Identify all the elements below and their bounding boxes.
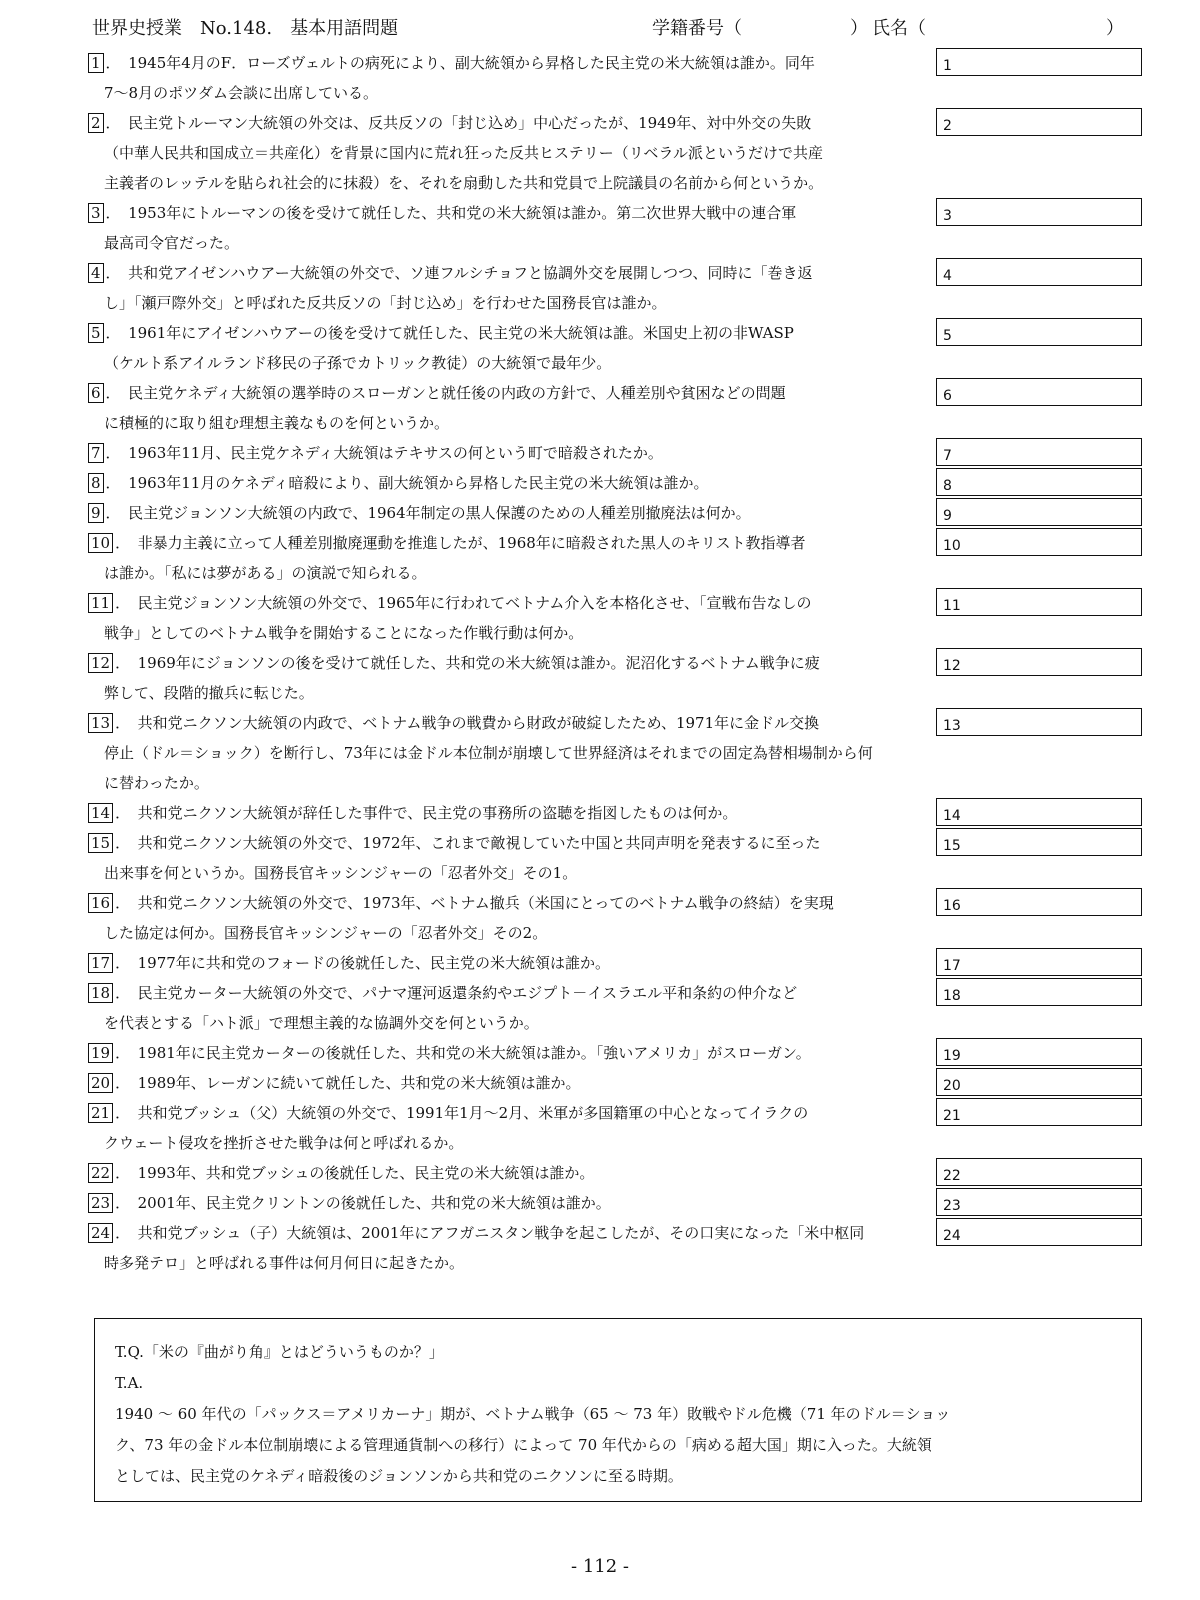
question-text: 民主党カーター大統領の外交で、パナマ運河返還条約やエジプト－イスラエル平和条約の仲介など bbox=[137, 984, 798, 1002]
worksheet-title: 世界史授業 No.148. 基本用語問題 bbox=[92, 18, 399, 39]
question-item bbox=[88, 1188, 938, 1218]
question-text: 非暴力主義に立って人種差別撤廃運動を推進したが、1968年に暗殺された黒人のキリスト教指導者 bbox=[137, 534, 806, 552]
question-number: 3 bbox=[88, 203, 104, 223]
answer-box[interactable]: 1 bbox=[936, 48, 1142, 76]
question-item bbox=[88, 498, 938, 528]
question-line bbox=[88, 1008, 938, 1038]
question-line: 24 ． 共和党ブッシュ（子）大統領は、2001年にアフガニスタン戦争を起こしたが、その口実になった「米中枢同 bbox=[88, 1218, 938, 1248]
question-line bbox=[88, 558, 938, 588]
answer-box[interactable]: 6 bbox=[936, 378, 1142, 406]
question-number: 10 bbox=[88, 533, 113, 553]
question-line: 13 ． 共和党ニクソン大統領の内政で、ベトナム戦争の戦費から財政が破綻したため、1971年に金ドル交換 bbox=[88, 708, 938, 738]
question-text: 主義者のレッテルを貼られ社会的に抹殺）を、それを扇動した共和党員で上院議員の名前から何というか。 bbox=[104, 174, 824, 192]
answer-box[interactable]: 7 bbox=[936, 438, 1142, 466]
answer-box[interactable]: 12 bbox=[936, 648, 1142, 676]
worksheet-header bbox=[92, 14, 1160, 44]
question-text: 民主党ジョンソン大統領の外交で、1965年に行われてベトナム介入を本格化させ、「宣戦布告なしの bbox=[137, 594, 812, 612]
question-item bbox=[88, 318, 938, 378]
question-number: 4 bbox=[88, 263, 104, 283]
question-number: 14 bbox=[88, 803, 113, 823]
question-text: 最高司令官だった。 bbox=[104, 234, 240, 252]
question-item bbox=[88, 948, 938, 978]
question-text: 民主党ジョンソン大統領の内政で、1964年制定の黒人保護のための人種差別撤廃法は何か。 bbox=[128, 504, 751, 522]
question-item bbox=[88, 798, 938, 828]
question-item bbox=[88, 978, 938, 1038]
question-text: に替わったか。 bbox=[104, 774, 209, 792]
question-text: 共和党ニクソン大統領の内政で、ベトナム戦争の戦費から財政が破綻したため、1971年に金ドル交換 bbox=[137, 714, 820, 732]
question-line: 20 ． 1989年、レーガンに続いて就任した、共和党の米大統領は誰か。 bbox=[88, 1068, 938, 1098]
question-item bbox=[88, 1068, 938, 1098]
question-text: 1963年11月、民主党ケネディ大統領はテキサスの何という町で暗殺されたか。 bbox=[128, 444, 663, 462]
tq-answer-line: 1940 ～ 60 年代の「パックス＝アメリカーナ」期が、ベトナム戦争（65 ～ 73 年）敗戦やドル危機（71 年のドル＝ショッ bbox=[115, 1405, 951, 1423]
question-number: 21 bbox=[88, 1103, 113, 1123]
question-line bbox=[88, 1248, 938, 1278]
answer-box[interactable]: 21 bbox=[936, 1098, 1142, 1126]
question-line: 3 ． 1953年にトルーマンの後を受けて就任した、共和党の米大統領は誰か。第二次世界大戦中の連合軍 bbox=[88, 198, 938, 228]
question-number: 18 bbox=[88, 983, 113, 1003]
question-line bbox=[88, 78, 938, 108]
question-item bbox=[88, 438, 938, 468]
question-text: した協定は何か。国務長官キッシンジャーの「忍者外交」その2。 bbox=[104, 924, 548, 942]
answer-box[interactable]: 2 bbox=[936, 108, 1142, 136]
question-line bbox=[88, 678, 938, 708]
question-text: 1977年に共和党のフォードの後就任した、民主党の米大統領は誰か。 bbox=[137, 954, 611, 972]
question-number: 22 bbox=[88, 1163, 113, 1183]
question-text: 2001年、民主党クリントンの後就任した、共和党の米大統領は誰か。 bbox=[137, 1194, 611, 1212]
question-number: 15 bbox=[88, 833, 113, 853]
question-number: 8 bbox=[88, 473, 104, 493]
question-text: 1953年にトルーマンの後を受けて就任した、共和党の米大統領は誰か。第二次世界大戦中の連合軍 bbox=[128, 204, 797, 222]
question-number: 7 bbox=[88, 443, 104, 463]
answer-box[interactable]: 16 bbox=[936, 888, 1142, 916]
question-number: 16 bbox=[88, 893, 113, 913]
question-line: 11 ． 民主党ジョンソン大統領の外交で、1965年に行われてベトナム介入を本格化させ、「宣戦布告なしの bbox=[88, 588, 938, 618]
question-item bbox=[88, 468, 938, 498]
tq-answer-line: ク、73 年の金ドル本位制崩壊による管理通貨制への移行）によって 70 年代からの「病める超大国」期に入った。大統領 bbox=[115, 1436, 932, 1454]
question-number: 11 bbox=[88, 593, 113, 613]
question-number: 12 bbox=[88, 653, 113, 673]
answer-box[interactable]: 13 bbox=[936, 708, 1142, 736]
tq-answer-label: T.A. bbox=[115, 1374, 144, 1392]
question-text: 共和党アイゼンハウアー大統領の外交で、ソ連フルシチョフと協調外交を展開しつつ、同時に「巻き返 bbox=[128, 264, 813, 282]
question-text: 1945年4月のF．ローズヴェルトの病死により、副大統領から昇格した民主党の米大統領は誰か。同年 bbox=[128, 54, 815, 72]
question-line bbox=[88, 918, 938, 948]
answer-box[interactable]: 4 bbox=[936, 258, 1142, 286]
question-line: 1 ． 1945年4月のF．ローズヴェルトの病死により、副大統領から昇格した民主党の米大統領は誰か。同年 bbox=[88, 48, 938, 78]
question-text: 7～8月のポツダム会談に出席している。 bbox=[104, 84, 378, 102]
question-text: 共和党ニクソン大統領の外交で、1973年、ベトナム撤兵（米国にとってのベトナム戦争の終結）を実現 bbox=[137, 894, 834, 912]
question-line bbox=[88, 1128, 938, 1158]
answer-box[interactable]: 8 bbox=[936, 468, 1142, 496]
question-line bbox=[88, 138, 938, 168]
tq-answer-line: としては、民主党のケネディ暗殺後のジョンソンから共和党のニクソンに至る時期。 bbox=[115, 1467, 683, 1485]
question-text: 民主党ケネディ大統領の選挙時のスローガンと就任後の内政の方針で、人種差別や貧困などの問題 bbox=[128, 384, 786, 402]
question-number: 23 bbox=[88, 1193, 113, 1213]
answer-box[interactable]: 22 bbox=[936, 1158, 1142, 1186]
question-line: 6 ． 民主党ケネディ大統領の選挙時のスローガンと就任後の内政の方針で、人種差別や貧困などの問題 bbox=[88, 378, 938, 408]
question-item bbox=[88, 588, 938, 648]
question-number: 5 bbox=[88, 323, 104, 343]
question-line: 14 ． 共和党ニクソン大統領が辞任した事件で、民主党の事務所の盗聴を指図したものは何か。 bbox=[88, 798, 938, 828]
answer-box[interactable]: 19 bbox=[936, 1038, 1142, 1066]
question-item bbox=[88, 828, 938, 888]
answer-box[interactable]: 5 bbox=[936, 318, 1142, 346]
question-item bbox=[88, 378, 938, 438]
question-line bbox=[88, 858, 938, 888]
question-item bbox=[88, 1038, 938, 1068]
question-text: 時多発テロ」と呼ばれる事件は何月何日に起きたか。 bbox=[104, 1254, 465, 1272]
question-line bbox=[88, 168, 938, 198]
student-id-label: 学籍番号（ ） bbox=[652, 18, 868, 39]
answer-box[interactable]: 24 bbox=[936, 1218, 1142, 1246]
question-number: 2 bbox=[88, 113, 104, 133]
question-line: 21 ． 共和党ブッシュ（父）大統領の外交で、1991年1月～2月、米軍が多国籍軍の中心となってイラクの bbox=[88, 1098, 938, 1128]
question-text: 1969年にジョンソンの後を受けて就任した、共和党の米大統領は誰か。泥沼化するベトナム戦争に疲 bbox=[137, 654, 820, 672]
question-number: 20 bbox=[88, 1073, 113, 1093]
question-item bbox=[88, 108, 938, 198]
question-text: 出来事を何というか。国務長官キッシンジャーの「忍者外交」その1。 bbox=[104, 864, 578, 882]
question-text: は誰か。「私には夢がある」の演説で知られる。 bbox=[104, 564, 427, 582]
answer-box[interactable]: 23 bbox=[936, 1188, 1142, 1216]
question-line: 5 ． 1961年にアイゼンハウアーの後を受けて就任した、民主党の米大統領は誰。米国史上初の非WASP bbox=[88, 318, 938, 348]
teacher-question-box bbox=[94, 1318, 1142, 1502]
question-text: クウェート侵攻を挫折させた戦争は何と呼ばれるか。 bbox=[104, 1134, 464, 1152]
question-text: 1961年にアイゼンハウアーの後を受けて就任した、民主党の米大統領は誰。米国史上初の非WASP bbox=[128, 324, 794, 342]
question-line: 9 ． 民主党ジョンソン大統領の内政で、1964年制定の黒人保護のための人種差別撤廃法は何か。 bbox=[88, 498, 938, 528]
question-text: （ケルト系アイルランド移民の子孫でカトリック教徒）の大統領で最年少。 bbox=[104, 354, 612, 372]
question-text: 戦争」としてのベトナム戦争を開始することになった作戦行動は何か。 bbox=[104, 624, 584, 642]
question-text: 共和党ニクソン大統領が辞任した事件で、民主党の事務所の盗聴を指図したものは何か。 bbox=[137, 804, 738, 822]
question-line: 4 ． 共和党アイゼンハウアー大統領の外交で、ソ連フルシチョフと協調外交を展開しつつ、同時に「巻き返 bbox=[88, 258, 938, 288]
question-number: 17 bbox=[88, 953, 113, 973]
question-text: 民主党トルーマン大統領の外交は、反共反ソの「封じ込め」中心だったが、1949年、対中外交の失敗 bbox=[128, 114, 812, 132]
question-line: 15 ． 共和党ニクソン大統領の外交で、1972年、これまで敵視していた中国と共同声明を発表するに至った bbox=[88, 828, 938, 858]
name-label: 氏名（ ） bbox=[872, 18, 1124, 39]
question-line: 16 ． 共和党ニクソン大統領の外交で、1973年、ベトナム撤兵（米国にとってのベトナム戦争の終結）を実現 bbox=[88, 888, 938, 918]
question-item bbox=[88, 888, 938, 948]
question-text: 1963年11月のケネディ暗殺により、副大統領から昇格した民主党の米大統領は誰か。 bbox=[128, 474, 709, 492]
question-text: 共和党ブッシュ（父）大統領の外交で、1991年1月～2月、米軍が多国籍軍の中心となってイラクの bbox=[137, 1104, 809, 1122]
question-line: 22 ． 1993年、共和党ブッシュの後就任した、民主党の米大統領は誰か。 bbox=[88, 1158, 938, 1188]
answer-box[interactable]: 17 bbox=[936, 948, 1142, 976]
question-text: 弊して、段階的撤兵に転じた。 bbox=[104, 684, 314, 702]
answer-box[interactable]: 14 bbox=[936, 798, 1142, 826]
answer-box[interactable]: 9 bbox=[936, 498, 1142, 526]
question-item bbox=[88, 708, 938, 798]
question-line: 18 ． 民主党カーター大統領の外交で、パナマ運河返還条約やエジプト－イスラエル平和条約の仲介など bbox=[88, 978, 938, 1008]
question-text: 1989年、レーガンに続いて就任した、共和党の米大統領は誰か。 bbox=[137, 1074, 581, 1092]
question-text: に積極的に取り組む理想主義なものを何というか。 bbox=[104, 414, 450, 432]
question-number: 19 bbox=[88, 1043, 113, 1063]
question-line bbox=[88, 288, 938, 318]
question-item bbox=[88, 198, 938, 258]
page-number: - 112 - bbox=[571, 1556, 629, 1577]
answer-box[interactable]: 20 bbox=[936, 1068, 1142, 1096]
question-number: 9 bbox=[88, 503, 104, 523]
question-line bbox=[88, 348, 938, 378]
tq-question: T.Q.「米の『曲がり角』とはどういうものか？」 bbox=[115, 1343, 444, 1361]
question-line: 19 ． 1981年に民主党カーターの後就任した、共和党の米大統領は誰か。「強いアメリカ」がスローガン。 bbox=[88, 1038, 938, 1068]
question-item bbox=[88, 48, 938, 108]
question-line bbox=[88, 738, 938, 768]
question-line bbox=[88, 228, 938, 258]
question-number: 13 bbox=[88, 713, 113, 733]
question-text: し」「瀬戸際外交」と呼ばれた反共反ソの「封じ込め」を行わせた国務長官は誰か。 bbox=[104, 294, 667, 312]
question-item bbox=[88, 1158, 938, 1188]
question-text: を代表とする「ハト派」で理想主義的な協調外交を何というか。 bbox=[104, 1014, 539, 1032]
question-line bbox=[88, 768, 938, 798]
question-line: 12 ． 1969年にジョンソンの後を受けて就任した、共和党の米大統領は誰か。泥沼化するベトナム戦争に疲 bbox=[88, 648, 938, 678]
question-item bbox=[88, 528, 938, 588]
question-line bbox=[88, 408, 938, 438]
question-text: 共和党ニクソン大統領の外交で、1972年、これまで敵視していた中国と共同声明を発表するに至った bbox=[137, 834, 821, 852]
answer-box[interactable]: 10 bbox=[936, 528, 1142, 556]
answer-box[interactable]: 11 bbox=[936, 588, 1142, 616]
answer-box[interactable]: 15 bbox=[936, 828, 1142, 856]
question-number: 24 bbox=[88, 1223, 113, 1243]
question-text: 停止（ドル＝ショック）を断行し、73年には金ドル本位制が崩壊して世界経済はそれまでの固定為替相場制から何 bbox=[104, 744, 873, 762]
question-line bbox=[88, 618, 938, 648]
question-text: （中華人民共和国成立＝共産化）を背景に国内に荒れ狂った反共ヒステリー（リベラル派というだけで共産 bbox=[104, 144, 823, 162]
question-line: 7 ． 1963年11月、民主党ケネディ大統領はテキサスの何という町で暗殺されたか。 bbox=[88, 438, 938, 468]
question-text: 共和党ブッシュ（子）大統領は、2001年にアフガニスタン戦争を起こしたが、その口実になった「米中枢同 bbox=[137, 1224, 865, 1242]
question-text: 1981年に民主党カーターの後就任した、共和党の米大統領は誰か。「強いアメリカ」がスローガン。 bbox=[137, 1044, 811, 1062]
question-line: 23 ． 2001年、民主党クリントンの後就任した、共和党の米大統領は誰か。 bbox=[88, 1188, 938, 1218]
question-line: 2 ． 民主党トルーマン大統領の外交は、反共反ソの「封じ込め」中心だったが、1949年、対中外交の失敗 bbox=[88, 108, 938, 138]
question-item bbox=[88, 1218, 938, 1278]
question-line: 8 ． 1963年11月のケネディ暗殺により、副大統領から昇格した民主党の米大統領は誰か。 bbox=[88, 468, 938, 498]
question-item bbox=[88, 258, 938, 318]
answer-box[interactable]: 18 bbox=[936, 978, 1142, 1006]
question-item bbox=[88, 1098, 938, 1158]
question-item bbox=[88, 648, 938, 708]
question-number: 1 bbox=[88, 53, 104, 73]
question-line: 10 ． 非暴力主義に立って人種差別撤廃運動を推進したが、1968年に暗殺された黒人のキリスト教指導者 bbox=[88, 528, 938, 558]
question-line: 17 ． 1977年に共和党のフォードの後就任した、民主党の米大統領は誰か。 bbox=[88, 948, 938, 978]
answer-box[interactable]: 3 bbox=[936, 198, 1142, 226]
question-text: 1993年、共和党ブッシュの後就任した、民主党の米大統領は誰か。 bbox=[137, 1164, 595, 1182]
question-number: 6 bbox=[88, 383, 104, 403]
